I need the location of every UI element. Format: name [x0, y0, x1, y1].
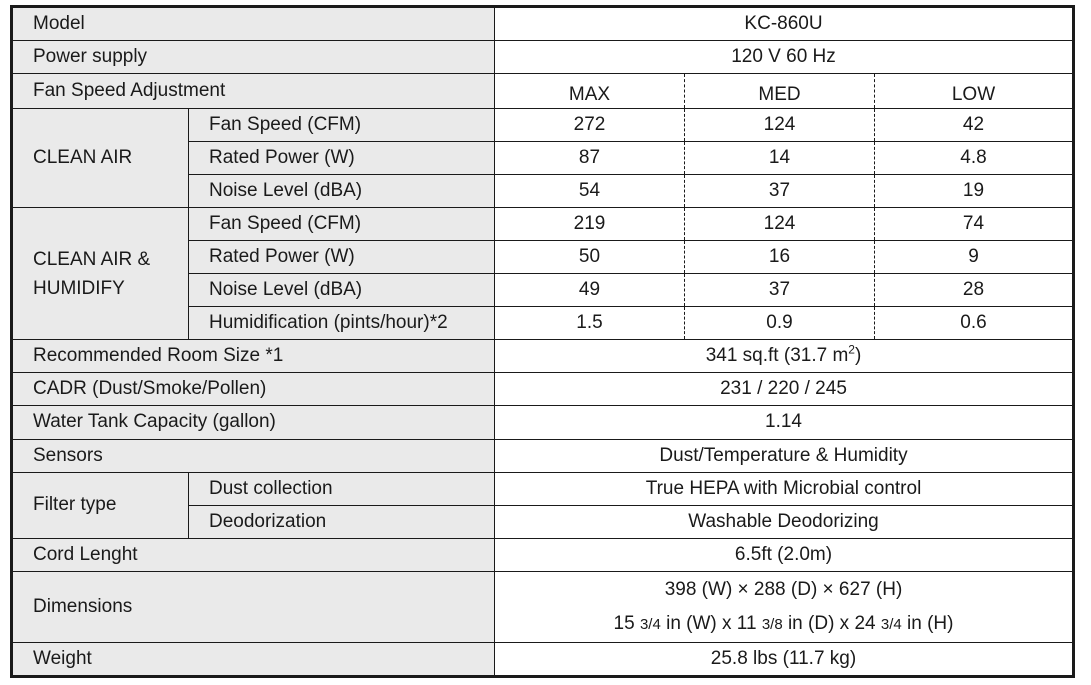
clean-air-fan-speed-low: 42: [875, 109, 1074, 142]
humidify-fan-speed-label: Fan Speed (CFM): [189, 208, 495, 241]
room-size-value: [495, 340, 1074, 373]
model-value: KC-860U: [495, 7, 1074, 41]
humidify-noise-low: 28: [875, 274, 1074, 307]
room-size-end: ): [854, 345, 862, 367]
row-cadr: [12, 373, 1074, 406]
clean-air-rated-power-med: 14: [685, 142, 875, 175]
clean-air-noise-low: 19: [875, 175, 1074, 208]
sensors-value: Dust/Temperature & Humidity: [495, 439, 1074, 472]
row-dimensions: [12, 571, 1074, 642]
clean-air-fan-speed-max: 272: [495, 109, 685, 142]
humidification-label: Humidification (pints/hour)*2: [189, 307, 495, 340]
row-room-size: [12, 340, 1074, 373]
filter-type-label: Filter type: [12, 472, 189, 538]
clean-air-rated-power-low: 4.8: [875, 142, 1074, 175]
clean-air-noise-label: Noise Level (dBA): [189, 175, 495, 208]
dim-d-rest: in (D) x 24: [782, 612, 881, 634]
sensors-label: Sensors: [12, 439, 495, 472]
water-tank-value: 1.14: [495, 406, 1074, 439]
dim-w-rest: in (W) x 11: [660, 612, 762, 634]
weight-label: Weight: [12, 642, 495, 676]
room-size-main: 341 sq.ft (31.7 m: [705, 345, 849, 367]
clean-air-fan-speed-med: 124: [685, 109, 875, 142]
humidify-fan-speed-low: 74: [875, 208, 1074, 241]
row-fan-speed-adjustment: [12, 74, 1074, 109]
col-header-max: MAX: [495, 74, 685, 109]
humidify-rated-power-low: 9: [875, 241, 1074, 274]
cord-length-value: 6.5ft (2.0m): [495, 538, 1074, 571]
humidify-rated-power-max: 50: [495, 241, 685, 274]
dim-h-frac: 3/4: [880, 615, 902, 633]
dimensions-label: Dimensions: [12, 571, 495, 642]
clean-air-humidify-line2: HUMIDIFY: [33, 277, 125, 299]
humidify-noise-label: Noise Level (dBA): [189, 274, 495, 307]
dimensions-value: [495, 571, 1074, 642]
clean-air-humidify-line1: CLEAN AIR &: [33, 248, 151, 270]
humidify-rated-power-med: 16: [685, 241, 875, 274]
weight-value: 25.8 lbs (11.7 kg): [495, 642, 1074, 676]
model-label: Model: [12, 7, 495, 41]
cadr-value: 231 / 220 / 245: [495, 373, 1074, 406]
col-header-low: LOW: [875, 74, 1074, 109]
cord-length-label: Cord Lenght: [12, 538, 495, 571]
dim-w-frac: 3/4: [639, 615, 661, 633]
table-row: [12, 109, 1074, 142]
clean-air-fan-speed-label: Fan Speed (CFM): [189, 109, 495, 142]
power-supply-label: Power supply: [12, 41, 495, 74]
room-size-sup: 2: [848, 343, 855, 358]
power-supply-value: 120 V 60 Hz: [495, 41, 1074, 74]
dim-w-whole: 15: [613, 612, 640, 634]
clean-air-humidify-group-label: [12, 208, 189, 340]
deodorization-label: Deodorization: [189, 505, 495, 538]
col-header-med: MED: [685, 74, 875, 109]
fan-speed-adjustment-label: Fan Speed Adjustment: [12, 74, 495, 109]
clean-air-noise-med: 37: [685, 175, 875, 208]
humidification-low: 0.6: [875, 307, 1074, 340]
dimensions-imperial: [495, 607, 1072, 641]
humidify-noise-max: 49: [495, 274, 685, 307]
humidification-max: 1.5: [495, 307, 685, 340]
dust-collection-value: True HEPA with Microbial control: [495, 472, 1074, 505]
room-size-label: Recommended Room Size *1: [12, 340, 495, 373]
humidify-noise-med: 37: [685, 274, 875, 307]
row-water-tank: [12, 406, 1074, 439]
row-weight: [12, 642, 1074, 676]
dust-collection-label: Dust collection: [189, 472, 495, 505]
row-filter-dust: [12, 472, 1074, 505]
humidify-fan-speed-med: 124: [685, 208, 875, 241]
clean-air-rated-power-label: Rated Power (W): [189, 142, 495, 175]
row-sensors: [12, 439, 1074, 472]
table-row: [12, 208, 1074, 241]
humidify-rated-power-label: Rated Power (W): [189, 241, 495, 274]
clean-air-noise-max: 54: [495, 175, 685, 208]
humidification-med: 0.9: [685, 307, 875, 340]
dimensions-metric: 398 (W) × 288 (D) × 627 (H): [664, 578, 903, 600]
dim-h-rest: in (H): [901, 612, 954, 634]
dim-d-frac: 3/8: [761, 615, 783, 633]
water-tank-label: Water Tank Capacity (gallon): [12, 406, 495, 439]
row-cord-length: [12, 538, 1074, 571]
row-model: [12, 7, 1074, 41]
clean-air-group-label: CLEAN AIR: [12, 109, 189, 208]
deodorization-value: Washable Deodorizing: [495, 505, 1074, 538]
humidify-fan-speed-max: 219: [495, 208, 685, 241]
cadr-label: CADR (Dust/Smoke/Pollen): [12, 373, 495, 406]
row-power-supply: [12, 41, 1074, 74]
spec-table: [10, 5, 1075, 678]
clean-air-rated-power-max: 87: [495, 142, 685, 175]
